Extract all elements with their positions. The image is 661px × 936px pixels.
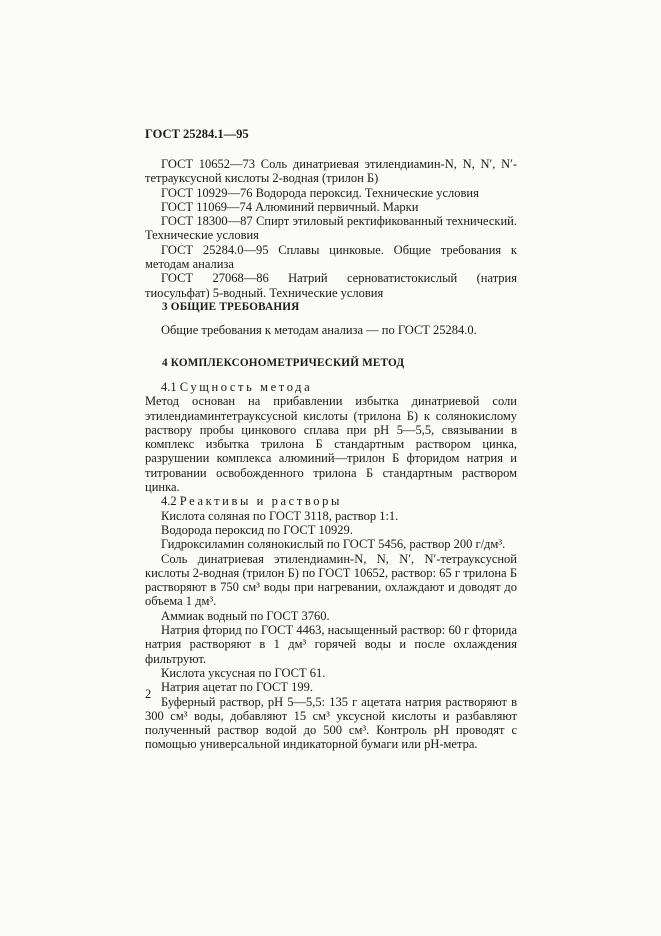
reagent-item: Соль динатриевая этилендиамин-N, N, N′, N′-тетрауксусной кислоты 2-водная (трилон Б) по ГОСТ 10652, раствор: 65 г трилона Б растворяют в 750 см³ воды при нагревании, охлаждают и доводят до объема 1 дм³. <box>145 551 517 609</box>
reference-item: ГОСТ 18300—87 Спирт этиловый ректификованный технический. Технические условия <box>145 214 517 243</box>
subsection-4-1-heading <box>145 380 517 394</box>
reference-item: ГОСТ 10652—73 Соль динатриевая этилендиамин-N, N, N′, N′-тетрауксусной кислоты 2-водная (трилон Б) <box>145 157 517 186</box>
section-4-body <box>145 380 517 752</box>
reagent-item: Водорода пероксид по ГОСТ 10929. <box>161 522 353 537</box>
subsection-title: Реактивы и растворы <box>179 494 343 509</box>
section-3-heading: 3 ОБЩИЕ ТРЕБОВАНИЯ <box>162 301 300 313</box>
subsection-number: 4.2 <box>161 494 177 509</box>
subsection-number: 4.1 <box>161 380 177 394</box>
subsection-4-2-heading <box>145 494 517 508</box>
reagent-item: Буферный раствор, pH 5—5,5: 135 г ацетата натрия растворяют в 300 см³ воды, добавляют 15 см³ уксусной кислоты и разбавляют полученный раствор водой до 500 см³. Контроль pH проводят с помощью универсальной индикаторной бумаги или pH-метра. <box>145 694 517 752</box>
subsection-title: Сущность метода <box>179 380 313 394</box>
subsection-4-1-text: Метод основан на прибавлении избытка динатриевой соли этилендиаминтетрауксусной кислоты (трилона Б) к солянокислому раствору пробы цинкового сплава при pH 5—5,5, связывании в комплекс избытка трилона Б стандартным раствором цинка, разрушении комплекса алюминий—трилон Б фторидом натрия и титровании освобожденного трилона Б стандартным раствором цинка. <box>145 394 517 495</box>
reagent-item: Натрия фторид по ГОСТ 4463, насыщенный раствор: 60 г фторида натрия растворяют в 1 дм³ горячей воды и после охлаждения фильтруют. <box>145 623 517 666</box>
section-4-heading: 4 КОМПЛЕКСОНОМЕТРИЧЕСКИЙ МЕТОД <box>162 357 405 369</box>
reference-item: ГОСТ 11069—74 Алюминий первичный. Марки <box>161 199 419 214</box>
reagent-item: Кислота уксусная по ГОСТ 61. <box>161 665 326 680</box>
section-3-text: Общие требования к методам анализа — по ГОСТ 25284.0. <box>161 323 477 337</box>
section-3-body <box>145 323 517 337</box>
reagent-item: Гидроксиламин солянокислый по ГОСТ 5456, раствор 200 г/дм³. <box>161 537 506 552</box>
page-number: 2 <box>145 687 152 701</box>
reference-item: ГОСТ 10929—76 Водорода пероксид. Технические условия <box>161 185 479 200</box>
reagent-item: Кислота соляная по ГОСТ 3118, раствор 1:1. <box>161 508 399 523</box>
reagent-item: Натрия ацетат по ГОСТ 199. <box>161 680 314 695</box>
reagent-item: Аммиак водный по ГОСТ 3760. <box>161 608 330 623</box>
normative-references-list <box>145 157 517 300</box>
document-header: ГОСТ 25284.1—95 <box>145 127 249 141</box>
reference-item: ГОСТ 25284.0—95 Сплавы цинковые. Общие требования к методам анализа <box>145 242 517 272</box>
reference-item: ГОСТ 27068—86 Натрий серноватистокислый (натрия тиосульфат) 5-водный. Технические условия <box>145 271 517 300</box>
